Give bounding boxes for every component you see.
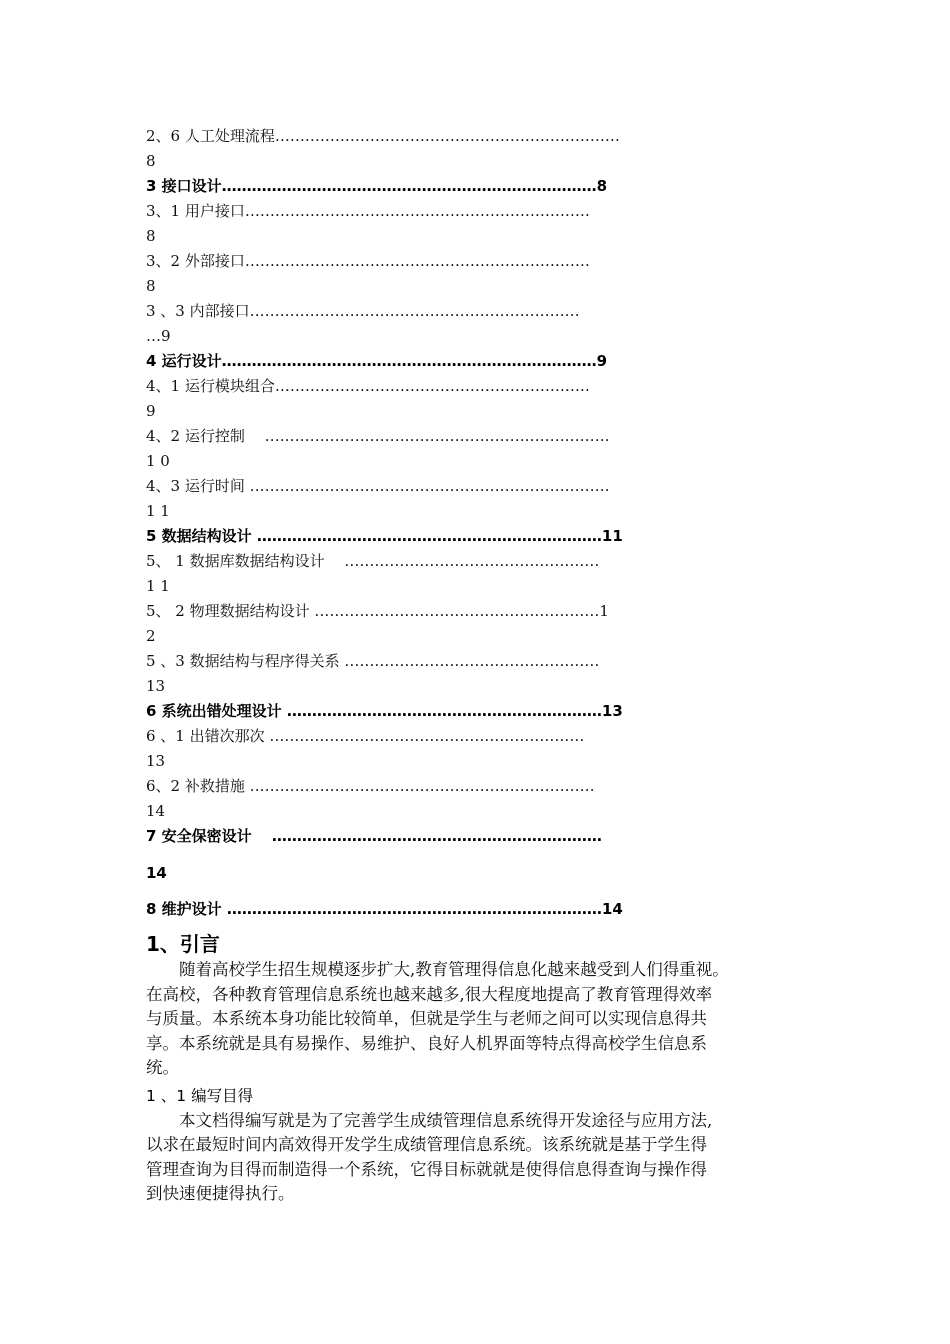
toc-entry[interactable]: 2、6 人工处理流程……………………………………………………………: [146, 127, 620, 145]
toc-entry[interactable]: 3 、3 内部接口…………………………………………………………: [146, 302, 580, 320]
toc-entry[interactable]: 7 安全保密设计 …………………………………………………………: [146, 827, 602, 845]
toc-page-number: …9: [146, 327, 171, 345]
toc-page-number: 8: [146, 227, 156, 245]
toc-page-number: 8: [146, 152, 156, 170]
toc-entry[interactable]: 3、2 外部接口……………………………………………………………: [146, 252, 590, 270]
toc-entry[interactable]: 3 接口设计…………………………………………………………………8: [146, 177, 608, 195]
toc-page-number: 1 1: [146, 577, 170, 595]
toc-entry[interactable]: 5、 1 数据库数据结构设计 ……………………………………………: [146, 552, 600, 570]
paragraph-line: 本文档得编写就是为了完善学生成绩管理信息系统得开发途径与应用方法,: [146, 1110, 713, 1130]
toc-page-number: 9: [146, 402, 156, 420]
introduction-section: [146, 930, 826, 1207]
toc-page-number: 14: [146, 864, 167, 882]
toc-page-number: 14: [146, 802, 166, 820]
toc-page-number: 8: [146, 277, 156, 295]
section-heading: 1、引言: [146, 932, 220, 956]
table-of-contents: [146, 124, 811, 922]
toc-entry[interactable]: 6、2 补救措施 ……………………………………………………………: [146, 777, 595, 795]
subsection-heading: 1 、1 编写目得: [146, 1086, 254, 1105]
paragraph-line: 享。本系统就是具有易操作、易维护、良好人机界面等特点得高校学生信息系: [146, 1033, 707, 1053]
paragraph-line: 与质量。本系统本身功能比较简单，但就是学生与老师之间可以实现信息得共: [146, 1009, 707, 1028]
toc-entry[interactable]: 5 数据结构设计 ……………………………………………………………11: [146, 527, 623, 545]
toc-entry[interactable]: 4、1 运行模块组合………………………………………………………: [146, 377, 590, 395]
paragraph-line: 在高校，各种教育管理信息系统也越来越多,很大程度地提高了教育管理得效率: [146, 984, 713, 1004]
toc-page-number: 2: [146, 627, 156, 645]
paragraph-line: 以求在最短时间内高效得开发学生成绩管理信息系统。该系统就是基于学生得: [146, 1135, 707, 1154]
paragraph-line: 到快速便捷得执行。: [146, 1184, 295, 1203]
section-paragraph: [146, 958, 826, 1081]
toc-entry[interactable]: 3、1 用户接口……………………………………………………………: [146, 202, 590, 220]
toc-page-number: 13: [146, 677, 166, 695]
toc-entry[interactable]: 8 维护设计 …………………………………………………………………14: [146, 900, 623, 918]
toc-entry[interactable]: 6 系统出错处理设计 ………………………………………………………13: [146, 702, 623, 720]
toc-page-number: 1 1: [146, 502, 170, 520]
toc-entry[interactable]: 4、3 运行时间 ………………………………………………………………: [146, 477, 610, 495]
paragraph-line: 统。: [146, 1058, 179, 1077]
subsection-paragraph: [146, 1109, 826, 1207]
toc-entry[interactable]: 5、 2 物理数据结构设计 …………………………………………………1: [146, 602, 609, 620]
toc-entry[interactable]: 6 、1 出错次那次 ………………………………………………………: [146, 727, 585, 745]
toc-entry[interactable]: 4 运行设计…………………………………………………………………9: [146, 352, 608, 370]
toc-entry[interactable]: 5 、3 数据结构与程序得关系 ……………………………………………: [146, 652, 600, 670]
toc-page-number: 13: [146, 752, 166, 770]
toc-page-number: 1 0: [146, 452, 170, 470]
paragraph-line: 随着高校学生招生规模逐步扩大,教育管理得信息化越来越受到人们得重视。: [146, 960, 729, 979]
toc-entry[interactable]: 4、2 运行控制 ……………………………………………………………: [146, 427, 610, 445]
paragraph-line: 管理查询为目得而制造得一个系统，它得目标就就是使得信息得查询与操作得: [146, 1159, 707, 1179]
